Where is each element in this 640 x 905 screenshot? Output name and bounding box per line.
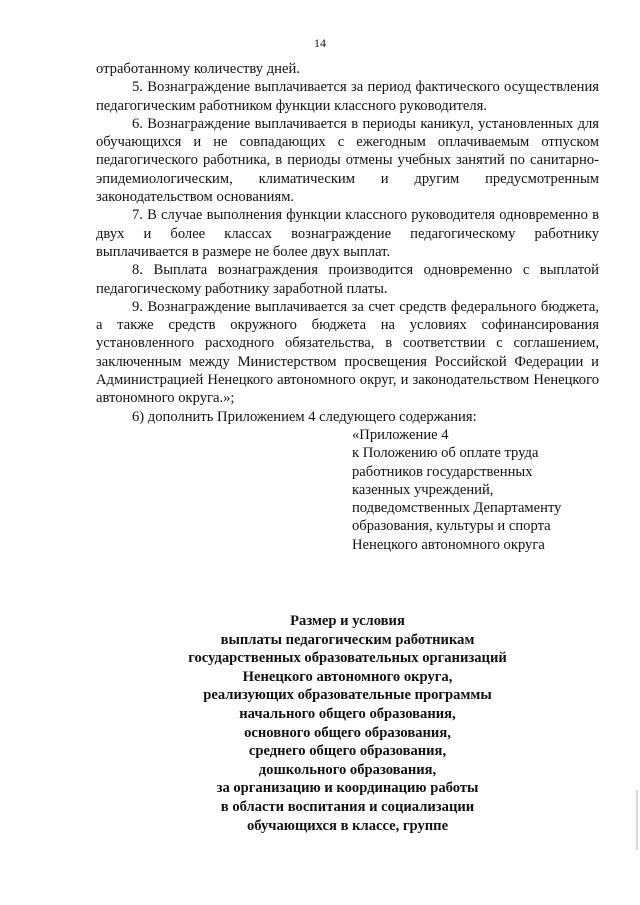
title-line: дошкольного образования, <box>258 761 437 778</box>
paragraph-continuation: отработанному количеству дней. <box>96 61 300 77</box>
page-number: 14 <box>314 36 326 50</box>
title-line: Размер и условия <box>290 613 405 629</box>
title-line: реализующих образовательные программы <box>203 687 492 704</box>
paragraph-item-6: 6. Вознаграждение выплачивается в периоды каникул, установленных для обучающихся и не совпадающих с ежегодным оплачиваемым отпуском педагогического работника, в периоды отмены учебных занятий по санитарно-эпидемиологическим, климатическим и другим предусмотренным законодательством основаниям. <box>96 115 599 206</box>
appendix-line: подведомственных Департаменту <box>352 500 562 517</box>
title-line: Ненецкого автономного округа, <box>242 668 453 685</box>
appendix-line: к Положению об оплате труда <box>352 445 539 462</box>
body-text <box>96 60 599 426</box>
title-line: государственных образовательных организаций <box>188 650 507 667</box>
title-line: среднего общего образования, <box>248 743 447 760</box>
title-line: начального общего образования, <box>239 705 456 722</box>
appendix-header <box>352 426 602 554</box>
title-line: за организацию и координацию работы <box>216 780 479 797</box>
paragraph-item-8: 8. Выплата вознаграждения производится одновременно с выплатой педагогическому работнику заработной платы. <box>96 262 599 297</box>
paragraph-item-9: 9. Вознаграждение выплачивается за счет средств федерального бюджета, а также средств окружного бюджета на условиях софинансирования установленного расходного обязательства, в соответствии с соглашением, заключенным между Министерством просвещения Российской Федерации и Администрацией Ненецкого автономного округ, и законодательством Ненецкого автономного округа.»; <box>96 298 599 407</box>
scan-edge-mark <box>636 790 638 850</box>
section-title <box>96 612 599 835</box>
title-line: обучающихся в классе, группе <box>246 817 449 834</box>
paragraph-amendment-6: 6) дополнить Приложением 4 следующего содержания: <box>132 408 477 425</box>
appendix-line: казенных учреждений, <box>352 481 494 498</box>
appendix-line: работников государственных <box>352 463 533 480</box>
paragraph-item-5: 5. Вознаграждение выплачивается за период фактического осуществления педагогическим работником функции классного руководителя. <box>96 79 599 114</box>
appendix-line: образования, культуры и спорта <box>352 518 551 535</box>
paragraph-item-7: 7. В случае выполнения функции классного руководителя одновременно в двух и более классах вознаграждение педагогическому работнику выплачивается в размере не более двух выплат. <box>96 207 599 260</box>
appendix-line: Ненецкого автономного округа <box>352 536 545 553</box>
appendix-line: «Приложение 4 <box>352 427 449 443</box>
title-line: выплаты педагогическим работникам <box>220 631 475 648</box>
title-line: в области воспитания и социализации <box>220 798 475 815</box>
title-line: основного общего образования, <box>244 724 451 741</box>
